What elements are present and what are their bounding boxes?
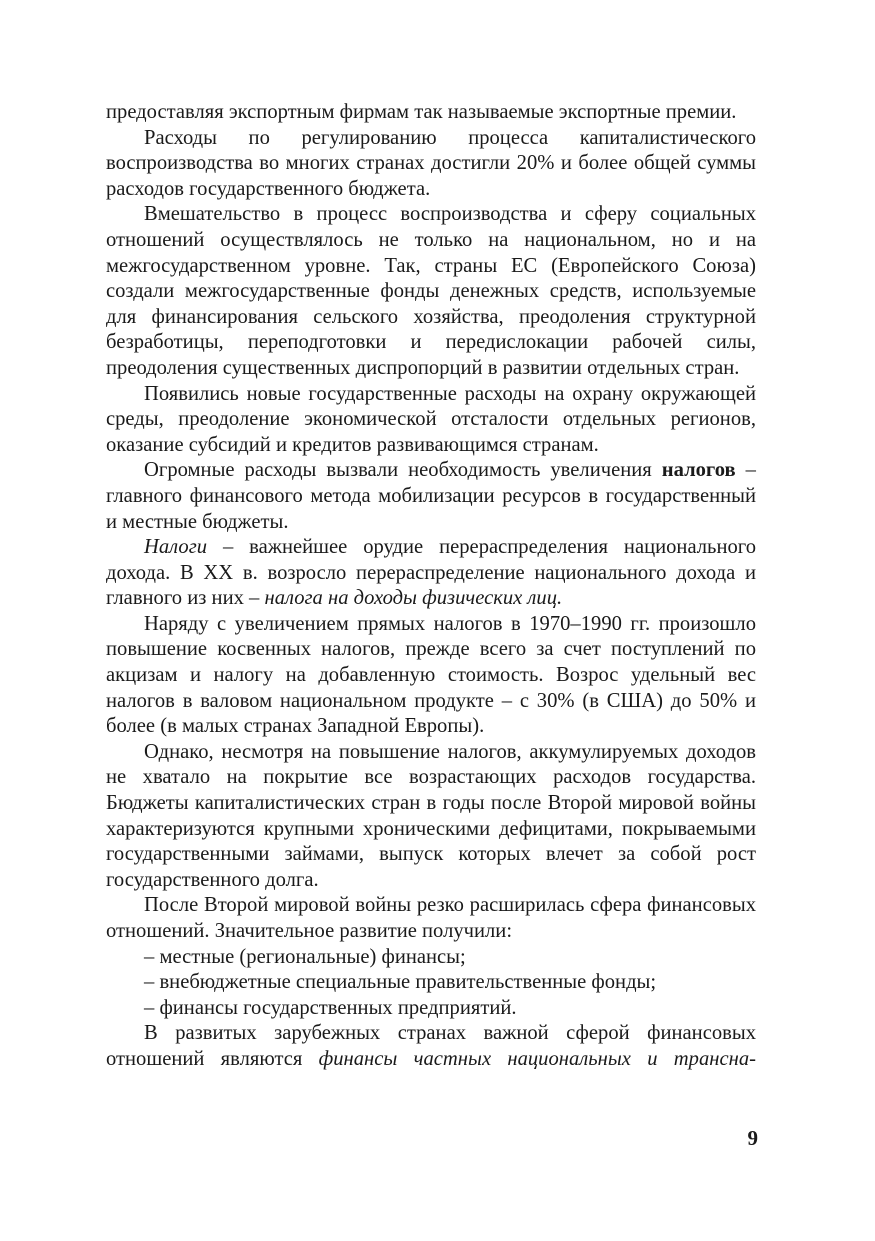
paragraph: Появились новые государственные расходы на охрану окружающей среды, преодоление экономической отсталости отдельных регионов, оказание субсидий и кредитов развивающимся странам. xyxy=(106,382,756,456)
paragraph: Расходы по регулированию процесса капиталистического воспроизводства во многих странах достигли 20% и более общей суммы расходов государственного бюджета. xyxy=(106,126,756,200)
paragraph: Наряду с увеличением прямых налогов в 1970–1990 гг. произошло повышение косвенных налогов, прежде всего за счет поступлений по акцизам и налогу на добавленную стоимость. Возрос удельный вес налогов в валовом национальном продукте – с 30% (в США) до 50% и более (в малых странах Западной Европы). xyxy=(106,612,756,738)
list-item: – местные (региональные) финансы; xyxy=(144,945,466,968)
paragraph: Вмешательство в процесс воспроизводства и сферу социальных отношений осуществлялось не только на национальном, но и на межгосударственном уровне. Так, страны ЕС (Европейского Союза) создали межгосударственные фонды денежных средств, используемые для финансирования сельского хозяйства, преодоления структурной безработицы, переподготовки и передислокации рабочей силы, преодоления существенных диспропорций в развитии отдельных стран. xyxy=(106,203,756,379)
paragraph-text: Огромные расходы вызвали необходимость увеличения xyxy=(144,459,662,482)
paragraph-text: В развитых зарубежных странах важной сферой финансовых отношений являются xyxy=(106,1022,756,1070)
italic-term: Налоги xyxy=(144,536,208,559)
paragraph: Однако, несмотря на повышение налогов, аккумулируемых доходов не хватало на покрытие все возрастающих расходов государства. Бюджеты капиталистических стран в годы после Второй мировой войны характеризуются крупными хроническими дефицитами, покрываемыми государственными займами, выпуск которых влечет за собой рост государственного долга. xyxy=(106,740,756,891)
list-item: – внебюджетные специальные правительственные фонды; xyxy=(144,971,657,994)
paragraph xyxy=(106,535,756,612)
paragraph-text: – главного финансового метода мобилизации ресурсов в государственный и местные бюджеты. xyxy=(106,459,756,533)
paragraph: предоставляя экспортным фирмам так называемые экспортные премии. xyxy=(106,101,737,123)
list-item: – финансы государственных предприятий. xyxy=(144,996,517,1019)
bold-term: налогов xyxy=(661,459,736,482)
italic-term: налога на доходы физических лиц. xyxy=(264,587,563,610)
italic-term: финансы частных национальных и трансна- xyxy=(318,1047,756,1070)
page-number: 9 xyxy=(747,1126,758,1150)
paragraph-text: – важнейшее орудие перераспределения национального дохода. В XX в. возросло перераспределение национального дохода и главного из них – xyxy=(106,536,756,610)
paragraph xyxy=(106,1021,756,1072)
page-body xyxy=(106,100,756,1073)
paragraph xyxy=(106,458,756,535)
paragraph: После Второй мировой войны резко расширилась сфера финансовых отношений. Значительное развитие получили: xyxy=(106,894,756,942)
